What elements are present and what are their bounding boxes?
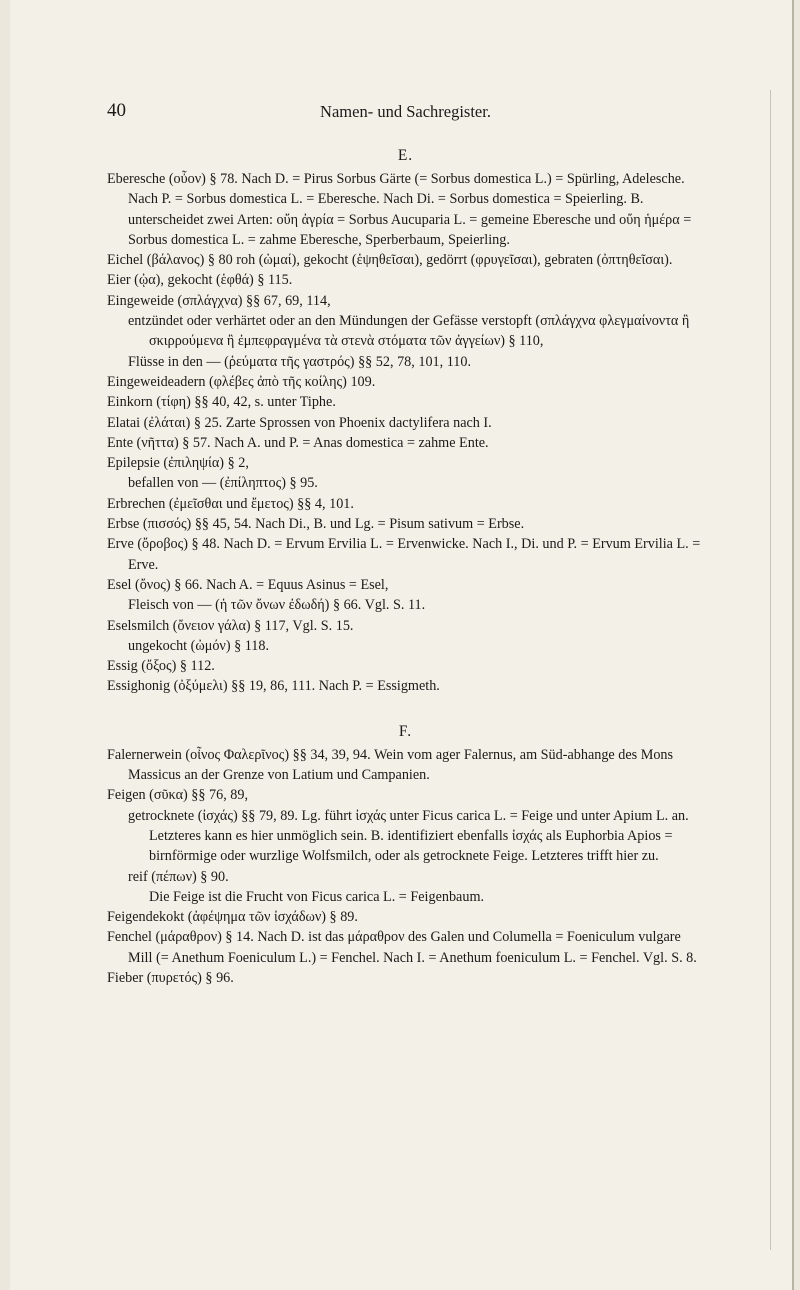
section-f (107, 719, 704, 989)
entry-essig: Essig (ὄξος) § 112. (107, 658, 215, 675)
entry-eingeweide-entzuendet: entzündet oder verhärtet oder an den Mündungen der Gefässe verstopft (σπλάγχνα φλεγμαίνοντα ἢ σκιρρούμενα ἢ ἐμπεφραγμένα τὰ στενὰ στόματα τῶν ἀγγείων) § 110, (128, 313, 690, 350)
entry-feigen-getrocknete: getrocknete (ἰσχάς) §§ 79, 89. Lg. führt ἰσχάς unter Ficus carica L. = Feige und unter Apium L. an. Letzteres kann es hier unmöglich sein. B. identifiziert ebenfalls ἰσχάς als Euphorbia Apios = birnförmige oder wurzlige Wolfsmilch, oder als getrocknete Feige. Letzteres trifft hier zu. (128, 807, 689, 865)
entry-eingeweideadern: Eingeweideadern (φλέβες ἀπὸ τῆς κοίλης) 109. (107, 373, 376, 390)
entry-eingeweide-fluesse: Flüsse in den — (ῥεύματα τῆς γαστρός) §§ 52, 78, 101, 110. (128, 353, 472, 370)
entry-eselsmilch: Eselsmilch (ὄνειον γάλα) § 117, Vgl. S. 15. (107, 617, 354, 634)
entry-esel-fleisch: Fleisch von — (ἡ τῶν ὄνων ἐδωδή) § 66. Vgl. S. 11. (128, 597, 426, 614)
entry-esel: Esel (ὄνος) § 66. Nach A. = Equus Asinus = Esel, (107, 576, 389, 593)
entry-epilepsie-befallen: befallen von — (ἐπίληπτος) § 95. (128, 475, 318, 492)
entry-essighonig: Essighonig (ὀξύμελι) §§ 19, 86, 111. Nach P. = Essigmeth. (107, 678, 440, 695)
entry-erve: Erve (ὄροβος) § 48. Nach D. = Ervum Ervilia L. = Ervenwicke. Nach I., Di. und P. = Ervum Ervilia L. = Erve. (107, 536, 701, 573)
register-content (107, 143, 704, 988)
page-header (107, 100, 704, 126)
entry-feigen-reif: reif (πέπων) § 90. (128, 868, 229, 885)
entry-feigendekokt: Feigendekokt (ἀφέψημα τῶν ἰσχάδων) § 89. (107, 909, 358, 926)
entry-erbse: Erbse (πισσός) §§ 45, 54. Nach Di., B. und Lg. = Pisum sativum = Erbse. (107, 516, 525, 533)
entry-fieber: Fieber (πυρετός) § 96. (107, 969, 234, 986)
entry-feigen-note: Die Feige ist die Frucht von Ficus carica L. = Feigenbaum. (149, 888, 485, 905)
entry-epilepsie: Epilepsie (ἐπιληψία) § 2, (107, 455, 249, 472)
entry-eberesche: Eberesche (οὖον) § 78. Nach D. = Pirus Sorbus Gärte (= Sorbus domestica L.) = Spürling, Adelesche. Nach P. = Sorbus domestica L. = Eberesche. Nach Di. = Sorbus domestica = Speierling. B. unterscheidet zwei Arten: οὔη ἀγρία = Sorbus Aucuparia L. = gemeine Eberesche und οὔη ἡμέρα = Sorbus domestica L. = zahme Eberesche, Sperberbaum, Speierling. (107, 171, 692, 248)
section-letter-e: E. (397, 147, 414, 164)
section-letter-f: F. (398, 722, 413, 740)
entry-erbrechen: Erbrechen (ἐμεῖσθαι und ἔμετος) §§ 4, 101. (107, 495, 354, 512)
entry-eichel: Eichel (βάλανος) § 80 roh (ὠμαί), gekocht (ἑψηθεῖσαι), gedörrt (φρυγεῖσαι), gebraten (ὀπτηθεῖσαι). (107, 252, 673, 269)
entry-einkorn: Einkorn (τίφη) §§ 40, 42, s. unter Tiphe. (107, 394, 336, 411)
entry-eingeweide: Eingeweide (σπλάγχνα) §§ 67, 69, 114, (107, 292, 331, 309)
entry-falernerwein: Falernerwein (οἶνος Φαλερῖνος) §§ 34, 39, 94. Wein vom ager Falernus, am Süd-abhange des Mons Massicus an der Grenze von Latium und Campanien. (107, 746, 674, 784)
entry-fenchel: Fenchel (μάραθρον) § 14. Nach D. ist das μάραθρον des Galen und Columella = Foeniculum vulgare Mill (= Anethum Foeniculum L.) = Fenchel. Nach I. = Anethum foeniculum L. = Fenchel. Vgl. S. 8. (107, 929, 697, 966)
section-e (107, 143, 704, 697)
entry-elatai: Elatai (ἐλάται) § 25. Zarte Sprossen von Phoenix dactylifera nach I. (107, 414, 492, 431)
entry-eier: Eier (ᾠα), gekocht (ἑφθά) § 115. (107, 272, 293, 289)
running-title: Namen- und Sachregister. (320, 102, 491, 121)
entry-feigen: Feigen (σῦκα) §§ 76, 89, (107, 787, 249, 804)
page-number: 40 (107, 100, 126, 121)
page-edge-line (770, 90, 771, 1250)
entry-ente: Ente (νῆττα) § 57. Nach A. und P. = Anas domestica = zahme Ente. (107, 434, 489, 451)
entry-eselsmilch-ungekocht: ungekocht (ὠμόν) § 118. (128, 637, 270, 654)
